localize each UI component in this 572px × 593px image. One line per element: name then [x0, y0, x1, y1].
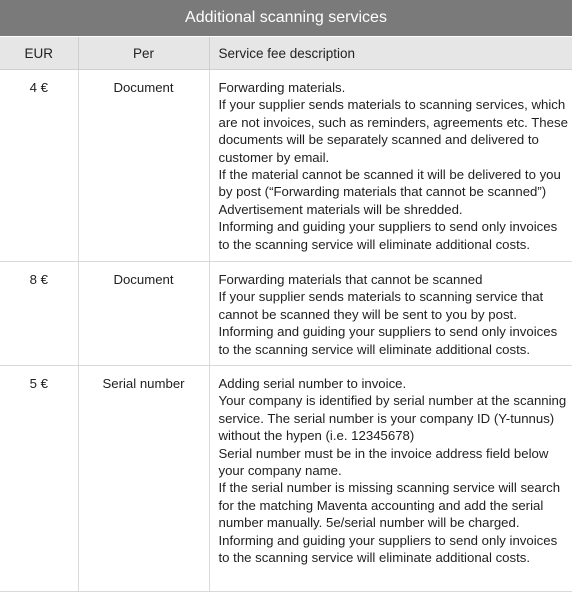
- description-line: Adding serial number to invoice.: [218, 376, 407, 391]
- header-row: [0, 37, 572, 70]
- header-per: Per: [78, 37, 209, 70]
- description-line: If your supplier sends materials to scanning services, which are not invoices, such as reminders, agreements etc. These documents will be separately scanned and delivered to customer by email.: [218, 97, 568, 165]
- description-line: If the serial number is missing scanning service will search for the matching Maventa accounting and add the serial number manually. 5e/serial number will be charged.: [218, 480, 561, 531]
- per-cell: Document: [78, 262, 209, 366]
- description-line: Advertisement materials will be shredded.: [218, 201, 463, 217]
- description-line: Informing and guiding your suppliers to send only invoices to the scanning service will eliminate additional costs.: [218, 219, 558, 252]
- description-cell: [209, 262, 572, 366]
- header-eur: EUR: [0, 37, 78, 70]
- description-line: If your supplier sends materials to scanning service that cannot be scanned they will be sent to you by post.: [218, 289, 544, 322]
- table-row: [0, 262, 572, 366]
- header-description: Service fee description: [209, 37, 572, 70]
- description-cell: [209, 366, 572, 592]
- description-line: Informing and guiding your suppliers to send only invoices to the scanning service will eliminate additional costs.: [218, 324, 558, 357]
- description-cell: [209, 70, 572, 262]
- description-line: Serial number must be in the invoice address field below your company name.: [218, 445, 549, 479]
- fee-table: [0, 37, 572, 592]
- eur-cell: 5 €: [0, 366, 78, 592]
- description-line: Informing and guiding your suppliers to send only invoices to the scanning service will eliminate additional costs.: [218, 532, 558, 566]
- description-line: Your company is identified by serial number at the scanning service. The serial number is your company ID (Y-tunnus) without the hypen (i.e. 12345678): [218, 393, 567, 444]
- description-line: If the material cannot be scanned it will be delivered to you by post (“Forwarding materials that cannot be scanned”): [218, 167, 561, 200]
- eur-cell: 4 €: [0, 70, 78, 262]
- eur-cell: 8 €: [0, 262, 78, 366]
- table-title: Additional scanning services: [0, 0, 572, 37]
- description-line: Forwarding materials that cannot be scanned: [218, 272, 483, 287]
- per-cell: Serial number: [78, 366, 209, 592]
- per-cell: Document: [78, 70, 209, 262]
- table-row: [0, 366, 572, 592]
- description-line: Forwarding materials.: [218, 80, 346, 95]
- table-row: [0, 70, 572, 262]
